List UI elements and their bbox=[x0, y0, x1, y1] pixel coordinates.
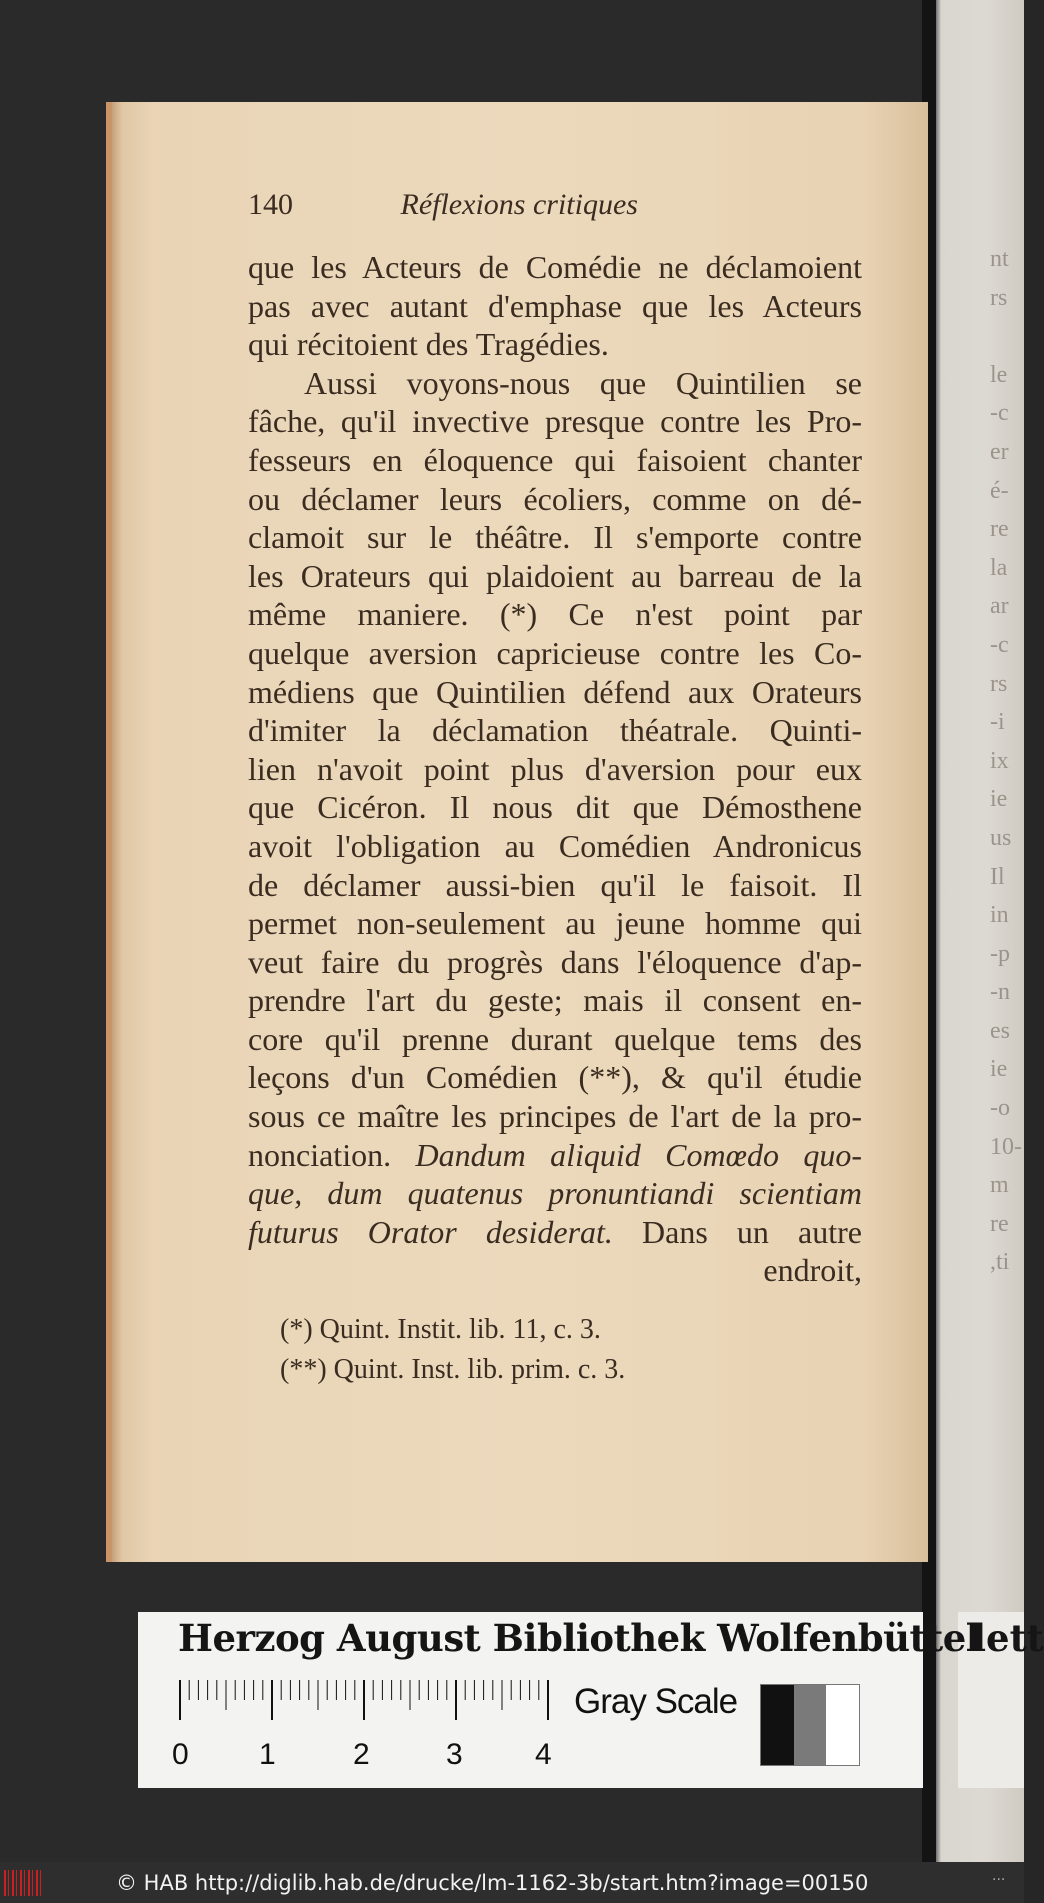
text-line: futurus Orator desiderat. Dans un autre bbox=[248, 1213, 863, 1250]
footnotes bbox=[280, 1310, 840, 1390]
source-url[interactable]: © HAB http://diglib.hab.de/drucke/lm-1162-3b/start.htm?image=00150 bbox=[116, 1871, 869, 1895]
ruler-number: 3 bbox=[446, 1738, 463, 1771]
text-line: fesseurs en éloquence qui faisoient chanter bbox=[248, 441, 862, 478]
adjacent-fragment: ie bbox=[990, 1056, 1008, 1083]
adjacent-fragment: us bbox=[990, 824, 1012, 851]
adjacent-fragment: in bbox=[990, 902, 1009, 929]
text-line: core qu'il prenne durant quelque tems des bbox=[248, 1020, 862, 1057]
gray-swatch-cell bbox=[761, 1685, 794, 1765]
adjacent-fragment: ,ti bbox=[990, 1249, 1010, 1276]
ellipsis-icon: ··· bbox=[992, 1872, 1006, 1888]
adjacent-fragment: ar bbox=[990, 593, 1009, 620]
text-line: d'imiter la déclamation théatrale. Quinti- bbox=[248, 712, 862, 749]
adjacent-fragment: -i bbox=[990, 709, 1005, 736]
footnote-2: (**) Quint. Inst. lib. prim. c. 3. bbox=[280, 1354, 626, 1385]
adjacent-fragment: nt bbox=[990, 246, 1009, 272]
text-line: sous ce maître les principes de l'art de la pro- bbox=[248, 1098, 862, 1135]
text-line: leçons d'un Comédien (**), & qu'il étudie bbox=[248, 1059, 862, 1096]
text-line: que, dum quatenus pronuntiandi scientiam bbox=[248, 1175, 862, 1212]
ruler-number: 1 bbox=[259, 1738, 276, 1771]
gray-scale-swatch bbox=[760, 1684, 860, 1766]
page-body bbox=[248, 248, 862, 1290]
text-line: permet non-seulement au jeune homme qui bbox=[248, 905, 862, 942]
adjacent-fragment: ie bbox=[990, 786, 1008, 813]
text-line: même maniere. (*) Ce n'est point par bbox=[248, 596, 862, 633]
running-head bbox=[248, 188, 698, 222]
adjacent-fragment: es bbox=[990, 1017, 1010, 1044]
text-line: avoit l'obligation au Comédien Andronicus bbox=[248, 827, 862, 864]
text-line: clamoit sur le théâtre. Il s'emporte contre bbox=[248, 519, 862, 556]
text-line: fâche, qu'il invective presque contre les Pro- bbox=[248, 403, 862, 440]
adjacent-fragment: er bbox=[990, 438, 1009, 465]
ruler-number: 2 bbox=[353, 1738, 370, 1771]
text-line: pas avec autant d'emphase que les Acteurs bbox=[248, 287, 862, 324]
adjacent-fragment: 10- bbox=[990, 1133, 1022, 1160]
gray-swatch-cell bbox=[826, 1685, 859, 1765]
text-line: lien n'avoit point plus d'aversion pour eux bbox=[248, 750, 862, 787]
text-line: quelque aversion capricieuse contre les Co- bbox=[248, 634, 862, 671]
adjacent-fragment: re bbox=[990, 1210, 1009, 1237]
adjacent-fragment bbox=[990, 317, 1024, 356]
text-line: Aussi voyons-nous que Quintilien se bbox=[304, 364, 862, 401]
adjacent-fragment: -c bbox=[990, 631, 1009, 658]
text-line: que les Acteurs de Comédie ne déclamoient bbox=[248, 249, 862, 285]
barcode-icon bbox=[4, 1870, 44, 1896]
adjacent-fragment: -c bbox=[990, 400, 1009, 427]
adjacent-fragment: re bbox=[990, 516, 1009, 543]
status-bar bbox=[0, 1862, 1024, 1903]
adjacent-fragment: -o bbox=[990, 1095, 1010, 1122]
scale-ruler bbox=[178, 1680, 554, 1720]
adjacent-page-fragments bbox=[990, 240, 1024, 1282]
adjacent-fragment: rs bbox=[990, 670, 1008, 697]
library-name-fragment: lett bbox=[972, 1616, 1044, 1660]
text-line: prendre l'art du geste; mais il consent en- bbox=[248, 982, 862, 1019]
library-name: Herzog August Bibliothek Wolfenbüttel bbox=[178, 1616, 980, 1660]
ruler-number: 4 bbox=[535, 1738, 552, 1771]
text-line: les Orateurs qui plaidoient au barreau de la bbox=[248, 557, 862, 594]
adjacent-fragment: Il bbox=[990, 863, 1005, 890]
gray-swatch-cell bbox=[794, 1685, 827, 1765]
text-line: qui récitoient des Tragédies. bbox=[248, 326, 609, 363]
adjacent-fragment: -p bbox=[990, 940, 1010, 967]
ruler-number: 0 bbox=[172, 1738, 189, 1771]
adjacent-fragment: rs bbox=[990, 284, 1008, 311]
text-line: nonciation. Dandum aliquid Comœdo quo- bbox=[248, 1136, 863, 1173]
gray-scale-label: Gray Scale bbox=[574, 1682, 738, 1721]
adjacent-fragment: ix bbox=[990, 747, 1009, 774]
adjacent-fragment: m bbox=[990, 1172, 1009, 1199]
page-number: 140 bbox=[248, 188, 293, 221]
running-title: Réflexions critiques bbox=[400, 188, 638, 221]
text-line: veut faire du progrès dans l'éloquence d'ap- bbox=[248, 943, 862, 980]
adjacent-fragment: -n bbox=[990, 979, 1010, 1006]
text-line: endroit, bbox=[763, 1252, 862, 1289]
adjacent-fragment: le bbox=[990, 361, 1008, 388]
text-line: ou déclamer leurs écoliers, comme on dé- bbox=[248, 480, 862, 517]
adjacent-fragment: é- bbox=[990, 477, 1009, 504]
text-line: de déclamer aussi-bien qu'il le faisoit. Il bbox=[248, 866, 862, 903]
text-line: médiens que Quintilien défend aux Orateurs bbox=[248, 673, 862, 710]
text-line: que Cicéron. Il nous dit que Démosthene bbox=[248, 789, 862, 826]
footnote-1: (*) Quint. Instit. lib. 11, c. 3. bbox=[280, 1314, 601, 1345]
adjacent-fragment: la bbox=[990, 554, 1008, 581]
